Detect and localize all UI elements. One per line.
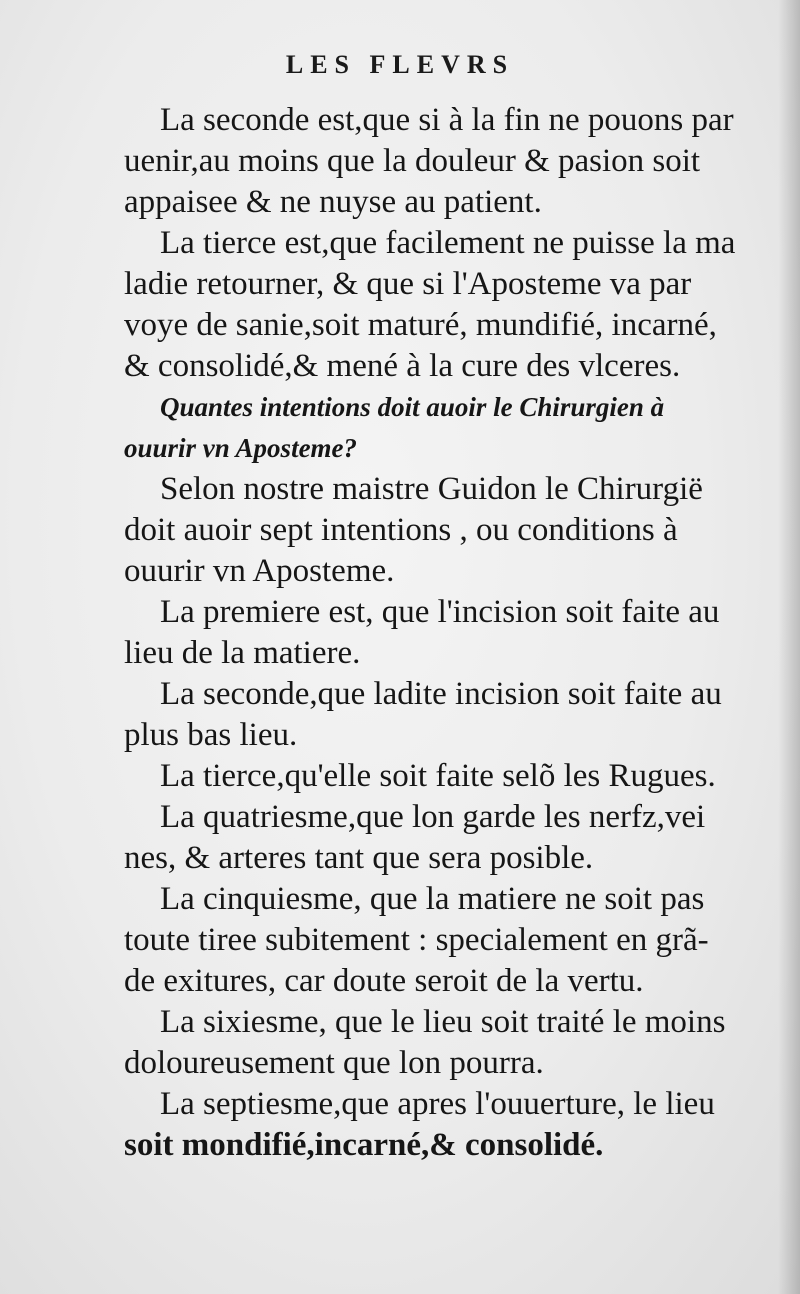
text-line: soit mondifié,incarné,& consolidé.: [124, 1127, 604, 1163]
running-head: LES FLEVRS: [285, 50, 515, 79]
text-line: voye de sanie,soit maturé, mundifié, incarné,: [124, 307, 717, 343]
text-line: La quatriesme,que lon garde les nerfz,vei: [160, 799, 706, 835]
text-line: appaisee & ne nuyse au patient.: [124, 184, 542, 220]
text-line: La premiere est, que l'incision soit faite au: [160, 594, 720, 630]
text-line: plus bas lieu.: [124, 717, 298, 753]
text-line: La seconde est,que si à la fin ne pouons par: [160, 102, 734, 138]
body-text: [124, 100, 794, 1166]
text-line: La cinquiesme, que la matiere ne soit pas: [160, 881, 705, 917]
text-line: doloureusement que lon pourra.: [124, 1045, 544, 1081]
text-line: ouurir vn Aposteme.: [124, 553, 395, 589]
text-line: doit auoir sept intentions , ou conditions à: [124, 512, 678, 548]
text-line: ladie retourner, & que si l'Aposteme va par: [124, 266, 692, 302]
text-line: nes, & arteres tant que sera posible.: [124, 840, 594, 876]
text-line: de exitures, car doute seroit de la vertu.: [124, 963, 644, 999]
text-line: lieu de la matiere.: [124, 635, 361, 671]
text-line: toute tiree subitement : specialement en grã-: [124, 922, 709, 958]
text-line: & consolidé,& mené à la cure des vlceres.: [124, 348, 681, 384]
text-line: La tierce est,que facilement ne puisse la ma: [160, 225, 736, 261]
text-line: La septiesme,que apres l'ouuerture, le lieu: [160, 1086, 715, 1122]
text-line: La tierce,qu'elle soit faite selõ les Rugues.: [160, 758, 716, 794]
question-heading: Quantes intentions doit auoir le Chirurgien à: [160, 392, 665, 422]
text-line: La seconde,que ladite incision soit faite au: [160, 676, 722, 712]
question-heading: ouurir vn Aposteme?: [124, 433, 358, 463]
text-line: La sixiesme, que le lieu soit traité le moins: [160, 1004, 726, 1040]
text-line: Selon nostre maistre Guidon le Chirurgië: [160, 471, 703, 507]
text-line: uenir,au moins que la douleur & pasion soit: [124, 143, 701, 179]
